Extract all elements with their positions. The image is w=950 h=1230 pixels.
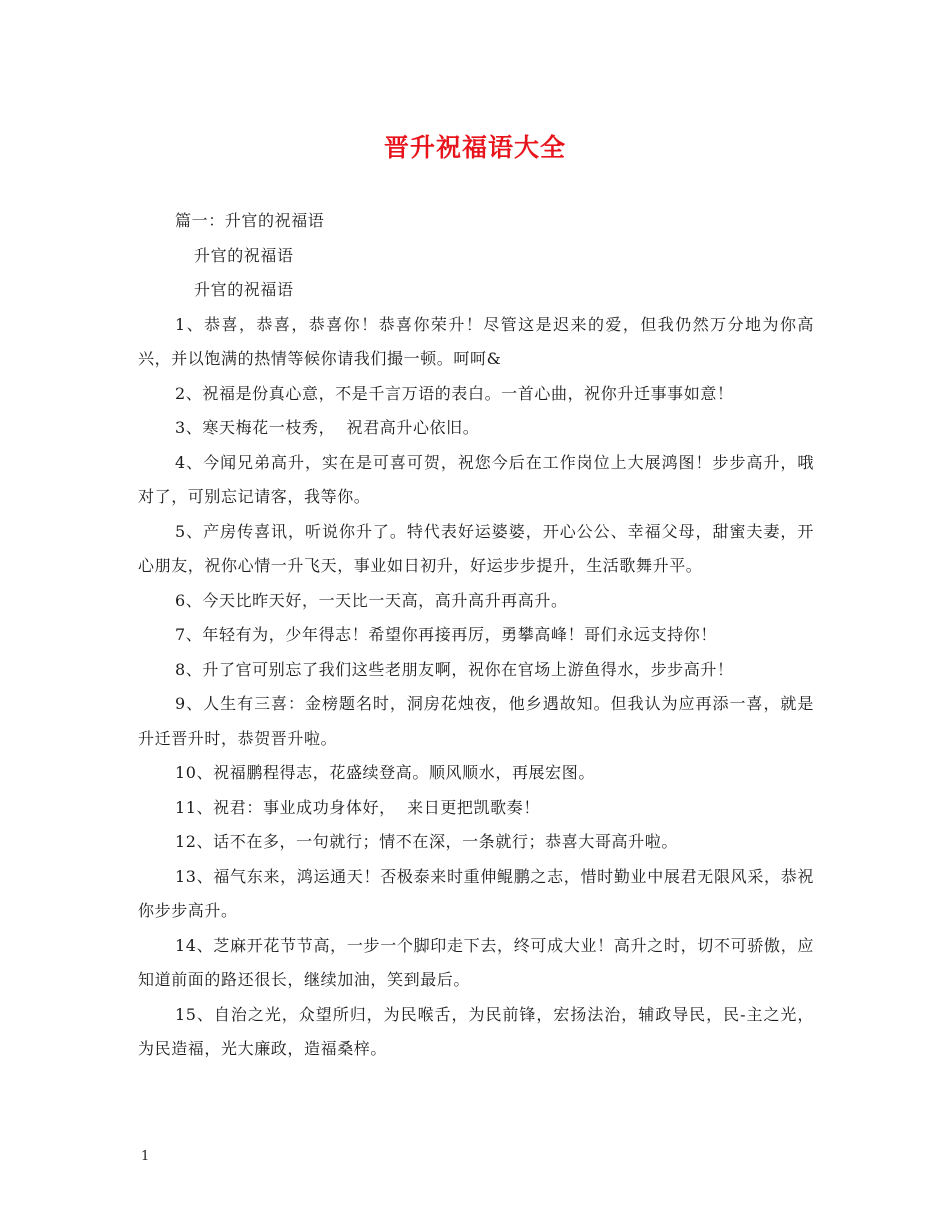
blessing-item: 11、祝君：事业成功身体好， 来日更把凯歌奏！ [175,797,540,817]
document-title: 晋升祝福语大全 [383,133,566,162]
blessing-item: 7、年轻有为，少年得志！希望你再接再厉，勇攀高峰！哥们永远支持你！ [175,625,717,644]
subheading: 升官的祝福语 [194,245,294,265]
section-heading: 篇一：升官的祝福语 [175,211,325,230]
subheading: 升官的祝福语 [194,280,294,299]
blessing-item: 13、福气东来，鸿运通天！否极泰来时重伸鲲鹏之志，惜时勤业中展君无限风采，恭祝你步步高升。 [138,866,814,920]
page-number: 1 [141,1149,150,1164]
document-body [138,204,814,1067]
blessing-item: 8、升了官可别忘了我们这些老朋友啊，祝你在官场上游鱼得水，步步高升！ [175,659,734,679]
blessing-item: 14、芝麻开花节节高，一步一个脚印走下去，终可成大业！高升之时，切不可骄傲，应知道前面的路还很长，继续加油，笑到最后。 [138,935,814,989]
blessing-item: 12、话不在多，一句就行；情不在深，一条就行；恭喜大哥高升啦。 [175,832,678,851]
blessing-item: 6、今天比昨天好，一天比一天高，高升高升再高升。 [175,590,568,610]
blessing-item: 4、今闻兄弟高升，实在是可喜可贺，祝您今后在工作岗位上大展鸿图！步步高升，哦对了，可别忘记请客，我等你。 [138,452,814,506]
blessing-item: 9、人生有三喜：金榜题名时，洞房花烛夜，他乡遇故知。但我认为应再添一喜，就是升迁晋升时，恭贺晋升啦。 [138,694,814,748]
blessing-item: 2、祝福是份真心意，不是千言万语的表白。一首心曲，祝你升迁事事如意！ [175,383,734,403]
blessing-item: 10、祝福鹏程得志，花盛续登高。顺风顺水，再展宏图。 [175,763,595,782]
blessing-item: 5、产房传喜讯，听说你升了。特代表好运婆婆，开心公公、幸福父母，甜蜜夫妻，开心朋友，祝你心情一升飞天，事业如日初升，好运步步提升，生活歌舞升平。 [138,521,814,575]
blessing-item: 15、自治之光，众望所归，为民喉舌，为民前锋，宏扬法治，辅政导民，民-主之光，为民造福，光大廉政，造福桑梓。 [138,1004,814,1058]
blessing-item: 1、恭喜，恭喜，恭喜你！恭喜你荣升！尽管这是迟来的爱，但我仍然万分地为你高兴，并以饱满的热情等候你请我们撮一顿。呵呵& [138,314,814,368]
blessing-item: 3、寒天梅花一枝秀， 祝君高升心依旧。 [175,418,480,437]
